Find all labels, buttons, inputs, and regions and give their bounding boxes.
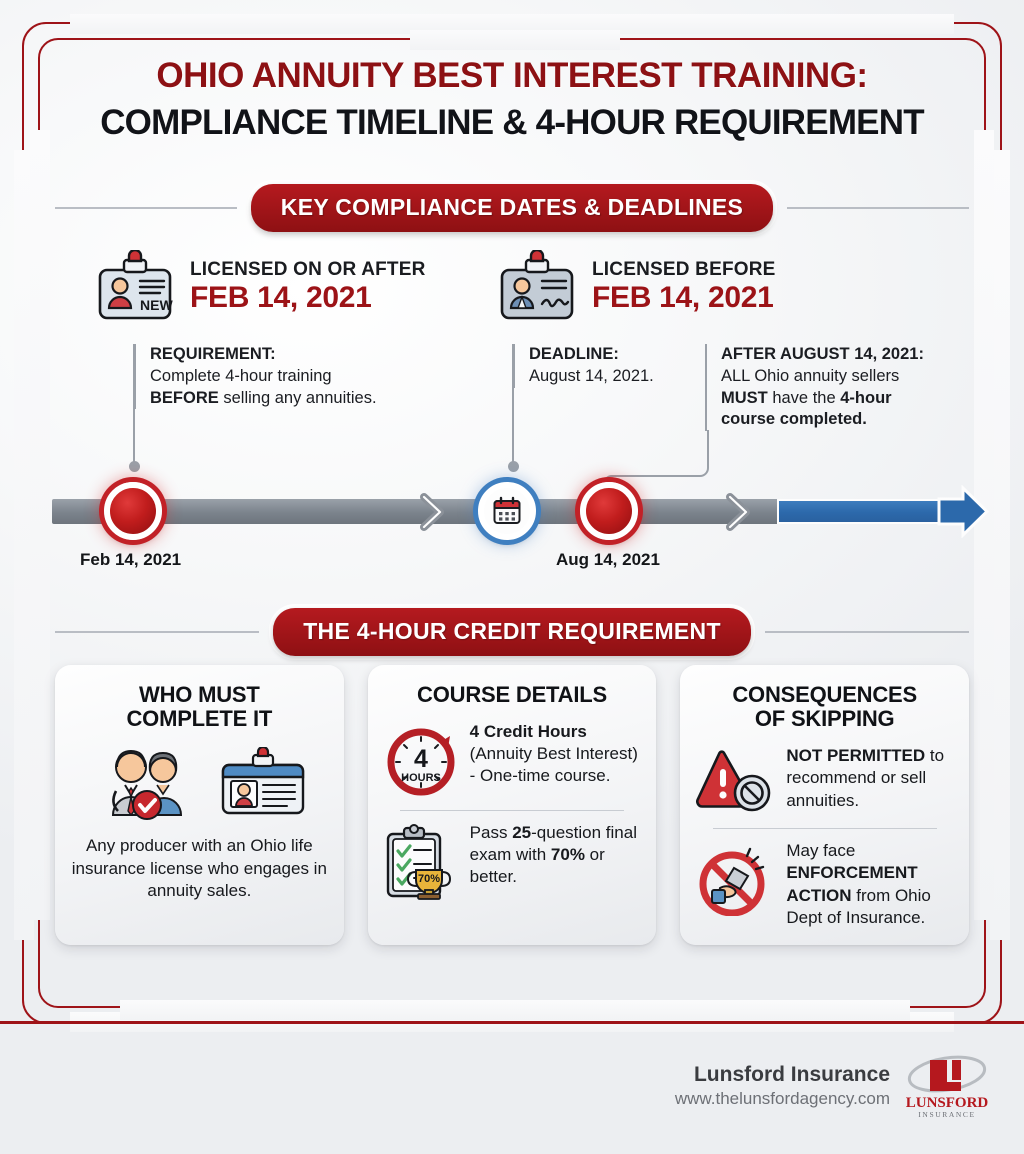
divider-rule-right <box>765 631 969 633</box>
chevron-right-icon <box>418 493 452 531</box>
entry-date: FEB 14, 2021 <box>190 281 372 315</box>
connector-line-aug-deadline <box>512 344 514 464</box>
timeline-entry-licensed-before <box>494 250 776 324</box>
logo-wordmark: LUNSFORD <box>905 1095 989 1111</box>
timeline-future-segment <box>777 499 982 524</box>
card-consequences <box>680 665 969 945</box>
card-title: COURSE DETAILS <box>417 682 607 707</box>
chevron-right-icon <box>724 493 758 531</box>
card-title-line-1: CONSEQUENCES <box>732 682 917 707</box>
section-pill-key-dates: KEY COMPLIANCE DATES & DEADLINES <box>251 184 773 232</box>
credit-hours-rest: (Annuity Best Interest) - One-time course. <box>469 744 638 786</box>
note-heading: DEADLINE: <box>529 345 619 363</box>
footer-company-name: Lunsford Insurance <box>693 1063 890 1086</box>
title-line-2: COMPLIANCE TIMELINE & 4-HOUR REQUIREMENT <box>100 103 924 142</box>
consequence-row-not-permitted <box>694 745 955 817</box>
note-line-2-rest: selling any annuities. <box>218 388 377 407</box>
note-line-1: ALL Ohio annuity sellers <box>721 366 900 385</box>
note-deadline <box>513 344 683 388</box>
id-badge-new-icon <box>92 250 178 324</box>
divider-rule-left <box>55 631 259 633</box>
connector-dot-aug-deadline <box>508 461 519 472</box>
warning-prohibited-icon <box>694 745 776 817</box>
logo-subtext: INSURANCE <box>918 1110 976 1119</box>
connector-elbow-after-august <box>596 430 716 484</box>
calendar-icon <box>492 496 522 526</box>
footer-branding <box>675 1052 990 1120</box>
not-permitted-bold: NOT PERMITTED <box>786 746 926 766</box>
exam-mid: -question final exam with <box>469 823 637 865</box>
enforcement-pre: May face <box>786 841 856 861</box>
footer-divider-rule <box>0 1021 1024 1024</box>
note-line-1: Complete 4-hour training <box>150 366 332 385</box>
course-row-exam <box>382 822 643 902</box>
title-line-1: OHIO ANNUITY BEST INTEREST TRAINING: <box>156 56 868 95</box>
divider-rule-left <box>55 207 237 209</box>
section-header-credit-requirement <box>55 608 969 656</box>
frame-gap <box>410 30 620 50</box>
timeline-label-aug: Aug 14, 2021 <box>556 550 660 569</box>
exam-count: 25 <box>512 823 532 843</box>
clock-4-hours-icon <box>382 721 460 799</box>
page-title <box>0 56 1024 143</box>
card-title-line-2: OF SKIPPING <box>754 706 895 732</box>
arrow-right-icon <box>935 485 991 538</box>
frame-gap <box>14 150 34 940</box>
note-heading: REQUIREMENT: <box>150 345 276 363</box>
course-exam-text <box>470 822 643 888</box>
entry-subtitle: LICENSED ON OR AFTER <box>190 258 426 280</box>
course-row-credit-hours <box>382 721 643 799</box>
not-permitted-rest: to recommend or sell annuities. <box>786 746 945 810</box>
card-course-details <box>368 665 657 945</box>
clock-hours-number: 4 <box>413 745 428 774</box>
exam-score: 70% <box>550 845 585 865</box>
footer-website-url: www.thelunsfordagency.com <box>674 1089 890 1108</box>
card-title <box>126 683 272 731</box>
lunsford-logo <box>904 1052 990 1120</box>
card-divider <box>400 810 624 811</box>
note-after-august <box>705 344 965 431</box>
entry-subtitle: LICENSED BEFORE <box>592 258 776 280</box>
clock-hours-label: HOURS <box>400 772 441 785</box>
timeline-entry-licensed-after <box>92 250 426 324</box>
card-title-line-1: WHO MUST <box>139 682 260 707</box>
requirement-cards <box>55 665 969 945</box>
enforcement-bold: ENFORCEMENT ACTION <box>786 863 918 905</box>
producers-couple-icon <box>89 745 209 821</box>
frame-gap <box>30 130 50 920</box>
enforcement-post: from Ohio Dept of Insurance. <box>786 885 931 927</box>
card-divider <box>713 828 937 829</box>
timeline-node-calendar <box>478 482 536 540</box>
course-credit-hours-text <box>470 721 643 787</box>
section-pill-credit-requirement: THE 4-HOUR CREDIT REQUIREMENT <box>273 608 751 656</box>
consequence-row-enforcement <box>694 840 955 928</box>
frame-gap <box>70 14 954 34</box>
frame-gap <box>990 150 1010 940</box>
note-line-3: course completed. <box>721 410 867 429</box>
license-card-icon <box>217 747 309 819</box>
card-who-must-complete <box>55 665 344 945</box>
consequence-not-permitted-text <box>786 745 955 811</box>
timeline-future-shaft <box>777 499 952 524</box>
note-heading: AFTER AUGUST 14, 2021: <box>721 345 924 363</box>
note-requirement <box>134 344 384 409</box>
trophy-score-label: 70% <box>417 873 440 886</box>
divider-rule-right <box>787 207 969 209</box>
note-line-2-bold: BEFORE <box>150 388 219 407</box>
exam-post: or better. <box>469 845 605 887</box>
card-title <box>732 683 917 731</box>
credit-hours-bold: 4 Credit Hours <box>469 722 587 742</box>
frame-gap <box>120 1000 910 1020</box>
badge-new-tag: NEW <box>140 297 173 313</box>
card-body: Any producer with an Ohio life insurance license who engages in annuity sales. <box>71 836 327 901</box>
note-4hour: 4-hour <box>840 388 892 407</box>
compliance-timeline <box>52 490 972 532</box>
note-mid: have the <box>767 388 841 407</box>
exam-pre: Pass <box>469 823 513 843</box>
clipboard-trophy-icon <box>382 822 460 902</box>
timeline-node-aug <box>580 482 638 540</box>
consequence-enforcement-text <box>786 840 955 928</box>
connector-line-feb <box>133 344 135 464</box>
timeline-label-feb: Feb 14, 2021 <box>80 550 182 569</box>
card-title-line-2: COMPLETE IT <box>126 706 273 732</box>
no-selling-icon <box>694 840 776 916</box>
note-line-1: August 14, 2021. <box>529 366 654 385</box>
timeline-node-feb <box>104 482 162 540</box>
connector-dot-feb <box>129 461 140 472</box>
note-must: MUST <box>721 388 768 407</box>
entry-date: FEB 14, 2021 <box>592 281 774 315</box>
id-badge-signed-icon <box>494 250 580 324</box>
section-header-key-dates <box>55 184 969 232</box>
